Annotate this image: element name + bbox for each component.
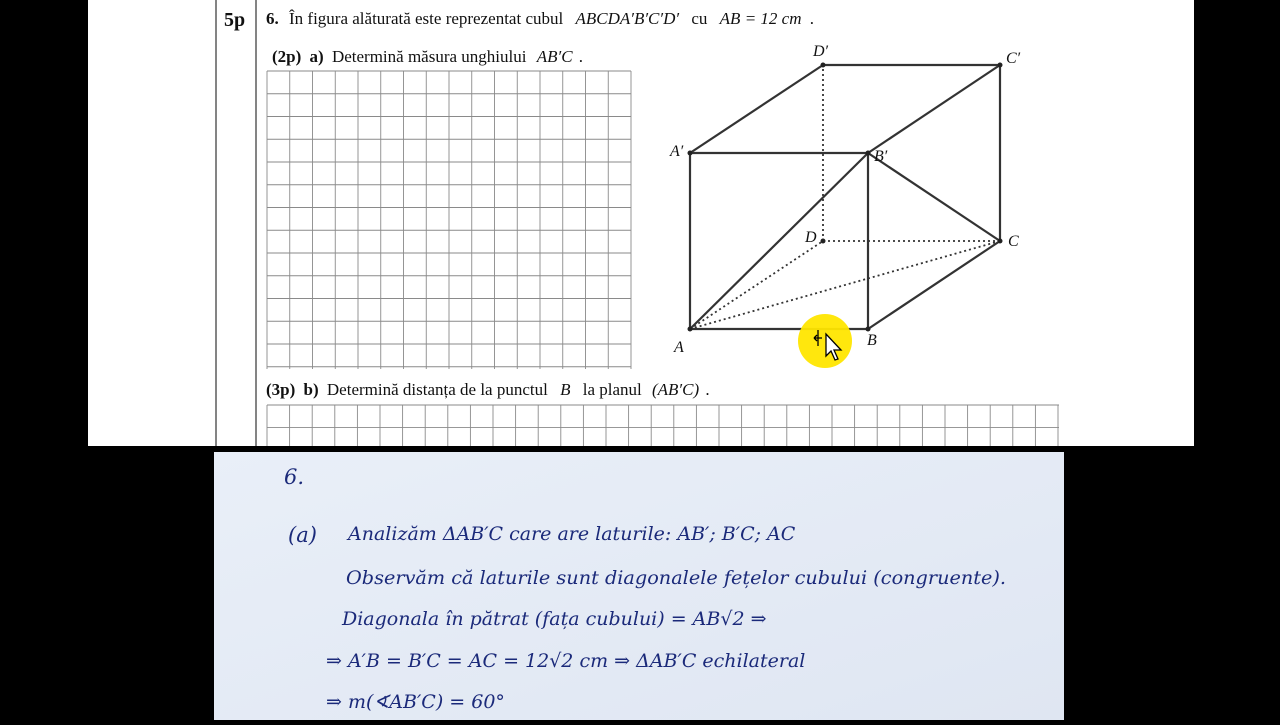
vertex-B xyxy=(866,327,871,332)
solution-line-4: ⇒ A′B = B′C = AC = 12√2 cm ⇒ ΔAB′C echilateral xyxy=(326,650,806,672)
cursor-highlight xyxy=(798,314,852,368)
label-C1: C′ xyxy=(1006,50,1021,67)
segment-AC-hidden xyxy=(690,241,1000,329)
statement-end: . xyxy=(809,9,814,28)
problem-statement xyxy=(266,9,814,28)
handwritten-solution-photo xyxy=(214,452,1064,720)
vertex-C1 xyxy=(998,63,1003,68)
vertex-D xyxy=(821,239,826,244)
points-value: 5p xyxy=(224,9,246,31)
part-b-text2: la planul xyxy=(582,380,642,399)
vertex-C xyxy=(998,239,1003,244)
segment-B1C xyxy=(868,153,1000,241)
label-A1: A′ xyxy=(670,143,684,160)
vertex-D1 xyxy=(821,63,826,68)
solution-line-2: Observăm că laturile sunt diagonalele fețelor cubului (congruente). xyxy=(346,567,1006,589)
edge-AD-hidden xyxy=(690,241,823,329)
connector-text: cu xyxy=(691,9,708,28)
exam-sheet xyxy=(88,0,1194,446)
part-b-text: Determină distanța de la punctul xyxy=(326,380,548,399)
solution-line-1: Analizăm ΔAB′C care are laturile: AB′; B′C; AC xyxy=(348,523,796,545)
edge-B1C1 xyxy=(868,65,1000,153)
exam-sheet-svg xyxy=(88,0,1194,446)
cube-name: ABCDA′B′C′D′ xyxy=(575,9,680,28)
given-length: AB = 12 cm xyxy=(719,9,802,28)
part-b-point: B xyxy=(560,380,571,399)
label-C: C xyxy=(1008,233,1019,250)
cube-figure xyxy=(688,63,1003,332)
problem-number: 6. xyxy=(266,9,279,28)
label-B: B xyxy=(867,332,877,349)
part-a-letter: a) xyxy=(309,47,324,66)
label-B1: B′ xyxy=(874,148,888,165)
part-b-points: (3p) xyxy=(266,380,296,399)
vertex-B1 xyxy=(866,151,871,156)
segment-AB1 xyxy=(690,153,868,329)
part-b-question xyxy=(266,380,710,399)
solution-line-5: ⇒ m(∢AB′C) = 60° xyxy=(326,691,505,713)
label-D: D xyxy=(805,229,817,246)
handwritten-solution-svg xyxy=(214,452,1064,720)
vertex-A xyxy=(688,327,693,332)
part-b-plane: (AB′C) xyxy=(652,380,700,399)
vertex-labels xyxy=(669,43,1021,356)
vertex-A1 xyxy=(688,151,693,156)
part-a-points: (2p) xyxy=(272,47,302,66)
problem-text: În figura alăturată este reprezentat cubul xyxy=(289,9,564,28)
solution-part-label: (a) xyxy=(288,523,317,547)
edge-A1D1 xyxy=(690,65,823,153)
part-b-end: . xyxy=(705,380,710,399)
part-a-text: Determină măsura unghiului xyxy=(331,47,527,66)
edge-BC xyxy=(868,241,1000,329)
part-a-angle: AB′C xyxy=(536,47,573,66)
label-A: A xyxy=(674,339,684,356)
solution-line-3: Diagonala în pătrat (fața cubului) = AB√2 ⇒ xyxy=(342,608,767,630)
answer-grid-a xyxy=(267,71,631,369)
cursor-highlight-circle xyxy=(798,314,852,368)
solution-heading: 6. xyxy=(284,465,305,489)
part-a-question xyxy=(272,47,583,66)
label-D1: D′ xyxy=(813,43,829,60)
answer-grid-b xyxy=(267,405,1059,446)
part-a-end: . xyxy=(578,47,584,66)
part-b-letter: b) xyxy=(303,380,319,399)
